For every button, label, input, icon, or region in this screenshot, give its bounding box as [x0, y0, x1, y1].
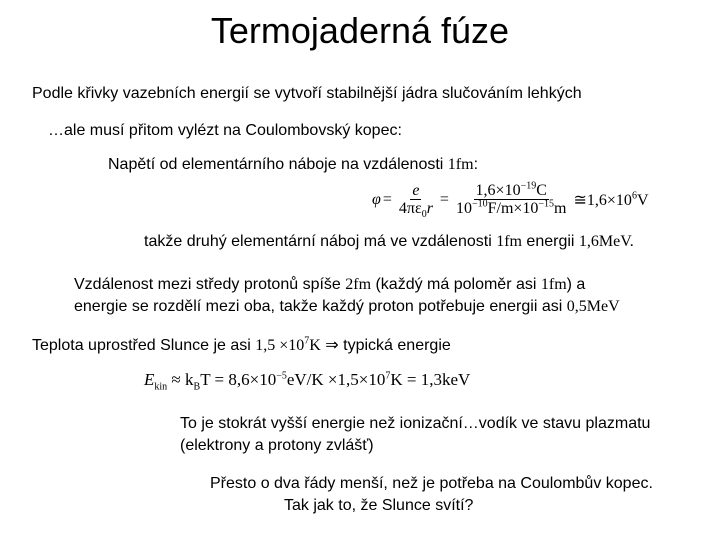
- sun-temperature-line: [32, 336, 451, 356]
- energy-value: 1,6MeV.: [578, 233, 634, 250]
- kinetic-energy-equation: [144, 370, 471, 393]
- ionization-line: To je stokrát vyšší energie než ionizační…vodík ve stavu plazmatu: [180, 415, 651, 432]
- proton-energy-text: energie se rozdělí mezi oba, takže každý proton potřebuje energii asi: [74, 298, 567, 315]
- proton-distance-end: ) a: [566, 276, 586, 293]
- potential-text: Napětí od elementárního náboje na vzdálenosti: [108, 156, 448, 173]
- equals-sign: =: [382, 190, 392, 208]
- permittivity-exponent: −10: [471, 198, 488, 210]
- proton-distance-value: 2fm: [345, 276, 372, 293]
- comparison-line: Přesto o dva řády menší, než je potřeba na Coulombův kopec.: [210, 475, 653, 492]
- sun-temperature-text: Teplota uprostřed Slunce je asi: [32, 337, 256, 354]
- potential-line: [108, 155, 478, 175]
- boltzmann-exponent: −5: [276, 370, 287, 382]
- permittivity-value: 10: [455, 200, 472, 217]
- epsilon-subscript: 0: [421, 209, 427, 221]
- plasma-note-line: (elektrony a protony zvlášť): [180, 437, 374, 454]
- boltzmann-value: T = 8,6×10: [200, 370, 277, 389]
- distance-exponent: −15: [538, 198, 555, 210]
- proton-radius-text: (každý má poloměr asi: [371, 276, 541, 293]
- energy-text: takže druhý elementární náboj má ve vzdálenosti: [144, 233, 497, 250]
- implies-arrow-icon: ⇒: [325, 337, 339, 354]
- distance-unit: m: [554, 200, 567, 217]
- coulomb-fraction: [397, 182, 435, 221]
- energy-mid: energii: [521, 233, 579, 250]
- distance-value: 1fm: [447, 156, 474, 173]
- energy-symbol: E: [144, 370, 155, 389]
- proton-distance-line: [74, 275, 585, 295]
- potential-result: ≅1,6×10: [573, 191, 632, 209]
- sun-temperature-exponent: 7: [304, 335, 310, 347]
- charge-exponent: −19: [520, 180, 537, 192]
- denominator-text: 4πε: [398, 200, 422, 217]
- proton-radius-value: 1fm: [540, 276, 567, 293]
- energy-subscript: kin: [154, 381, 168, 393]
- sun-temperature-value: 1,5 ×10: [255, 337, 305, 354]
- intro-line: Podle křivky vazebních energií se vytvoří stabilnější jádra slučováním lehkých: [32, 85, 582, 102]
- result-unit: V: [636, 191, 649, 209]
- charge-symbol: e: [412, 182, 420, 199]
- proton-energy-value: 0,5MeV: [566, 298, 620, 315]
- typical-energy-text: typická energie: [338, 337, 451, 354]
- equals-sign-2: =: [439, 190, 449, 208]
- coulomb-hill-line: …ale musí přitom vylézt na Coulombovský kopec:: [48, 122, 402, 139]
- charge-value: 1,6×10: [475, 182, 521, 199]
- charge-unit: C: [536, 182, 547, 199]
- numeric-fraction: [454, 182, 569, 217]
- proton-distance-text: Vzdálenost mezi středy protonů spíše: [74, 276, 346, 293]
- potential-colon: :: [473, 156, 479, 173]
- kinetic-energy-result: K = 1,3keV: [390, 370, 471, 389]
- energy-line: [144, 232, 634, 252]
- slide-title: Termojaderná fúze: [210, 10, 510, 51]
- boltzmann-subscript: B: [193, 381, 201, 393]
- result-exponent: 6: [631, 190, 637, 202]
- potential-equation: [372, 180, 649, 221]
- sun-temperature-unit: K: [309, 337, 321, 354]
- boltzmann-symbol: ≈ k: [171, 370, 194, 389]
- proton-energy-line: [74, 297, 620, 317]
- question-line: Tak jak to, že Slunce svítí?: [284, 497, 474, 514]
- temperature-product: eV/K ×1,5×10: [286, 370, 386, 389]
- permittivity-unit: F/m×10: [487, 200, 539, 217]
- radius-symbol: r: [426, 200, 433, 217]
- energy-distance: 1fm: [496, 233, 522, 250]
- temperature-exponent: 7: [385, 370, 391, 382]
- phi-symbol: φ: [372, 190, 381, 208]
